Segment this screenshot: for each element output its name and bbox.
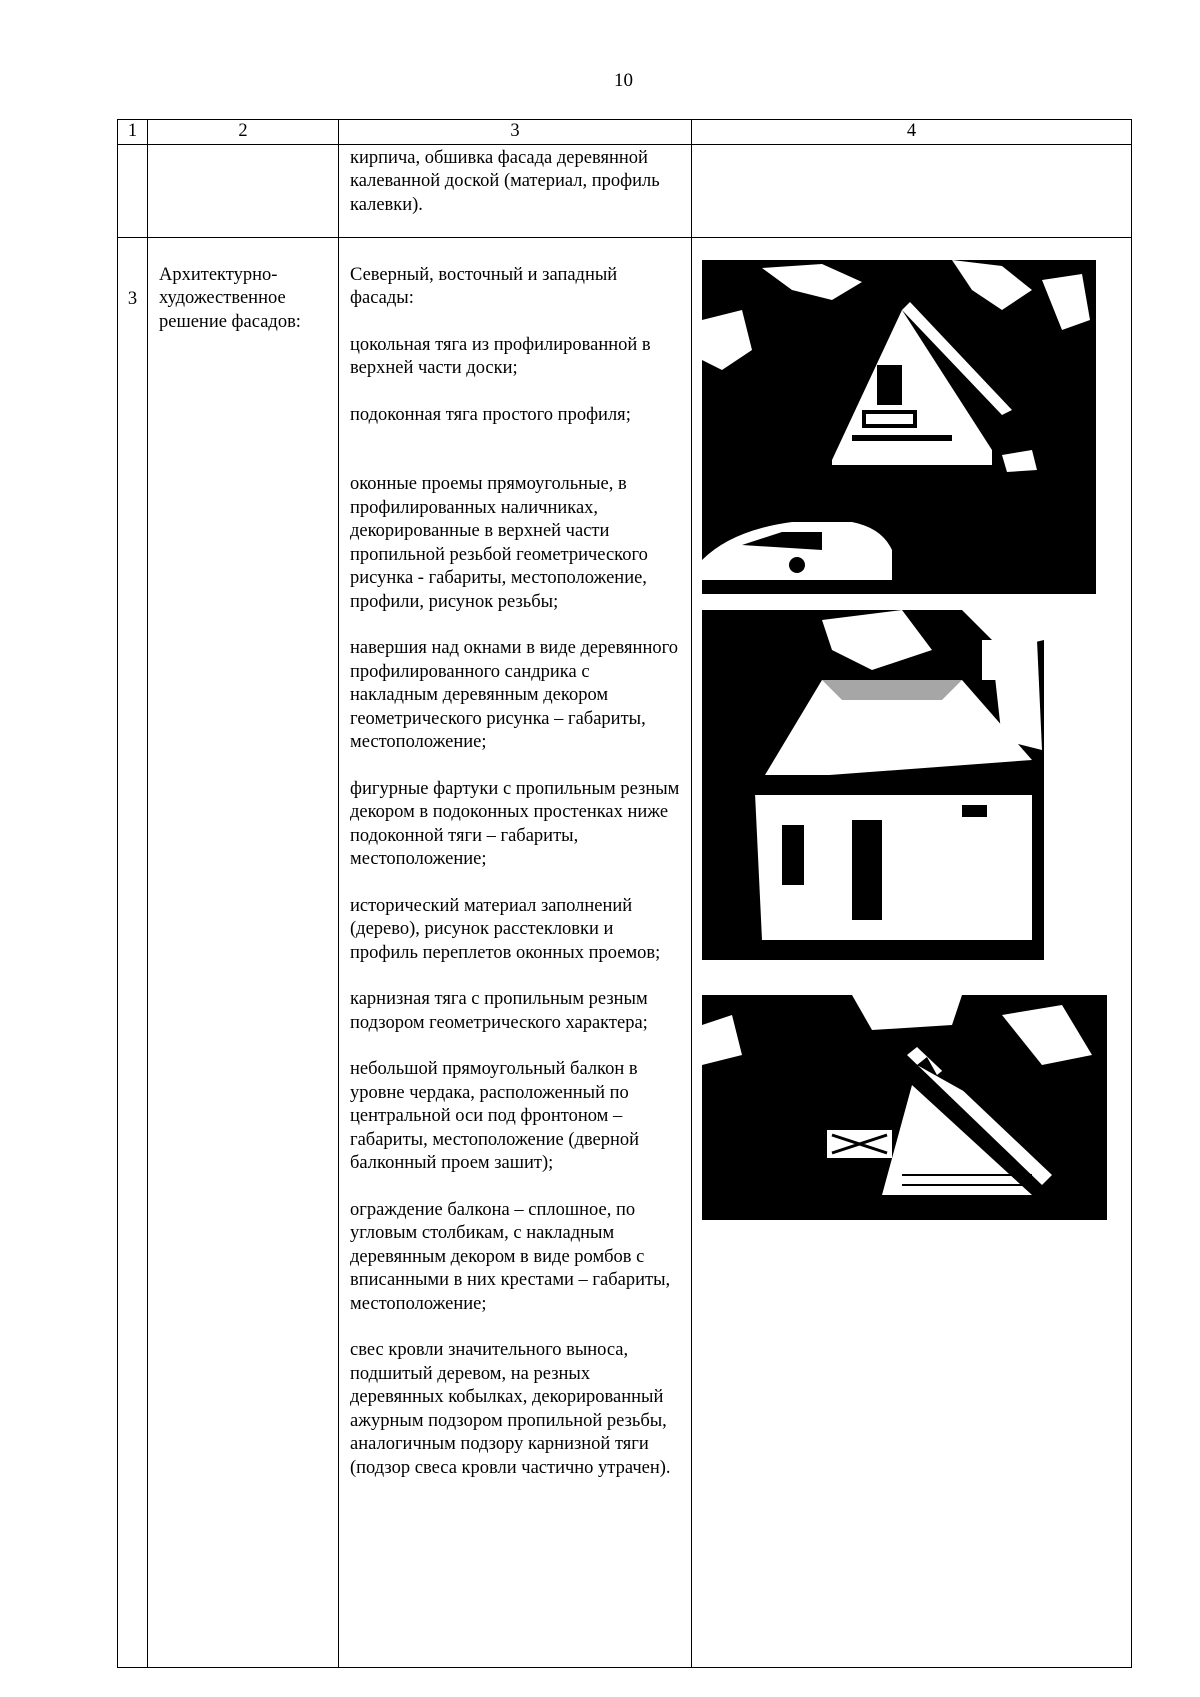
header-row bbox=[118, 120, 1132, 145]
continuation-row bbox=[118, 144, 1132, 237]
description-item: подоконная тяга простого профиля; bbox=[350, 404, 631, 425]
description-item: небольшой прямоугольный балкон в уровне чердака, расположенный по центральной оси под фронтоном – габариты, местоположение (дверной балконный проем зашит); bbox=[350, 1059, 640, 1173]
table-row-3 bbox=[118, 237, 1132, 1667]
description-item: карнизная тяга с пропильным резным подзором геометрического характера; bbox=[350, 989, 648, 1033]
header-col-4: 4 bbox=[692, 120, 1132, 145]
facade-photo-2 bbox=[702, 610, 1044, 960]
description-item: оконные проемы прямоугольные, в профилированных наличниках, декорированные в верхней части пропильной резьбой геометрического рисунка - габариты, местоположение, профили, рисунок резьбы; bbox=[350, 474, 648, 612]
gable-house-image bbox=[702, 260, 1096, 594]
continuation-cell-1 bbox=[118, 144, 148, 237]
facade-photo-1 bbox=[702, 260, 1096, 594]
page-number: 10 bbox=[614, 70, 633, 91]
description-item: фигурные фартуки с пропильным резным декором в подоконных простенках ниже подоконной тяги – габариты, местоположение; bbox=[350, 778, 680, 869]
row-description bbox=[339, 237, 692, 1667]
continuation-cell-2 bbox=[148, 144, 339, 237]
description-item: исторический материал заполнений (дерево), рисунок расстекловки и профиль переплетов оконных проемов; bbox=[350, 895, 661, 963]
continuation-cell-3 bbox=[339, 144, 692, 237]
facade-photo-3 bbox=[702, 995, 1107, 1220]
header-col-1: 1 bbox=[118, 120, 148, 145]
description-item: цокольная тяга из профилированной в верхней части доски; bbox=[350, 334, 651, 378]
description-item: ограждение балкона – сплошное, по угловым столбикам, с накладным деревянным декором в виде ромбов с вписанными в них крестами – габариты, местоположение; bbox=[350, 1199, 671, 1314]
continuation-text: кирпича, обшивка фасада деревянной калеванной доской (материал, профиль калевки). bbox=[350, 147, 660, 215]
description-item: навершия над окнами в виде деревянного профилированного сандрика с накладным деревянным декором геометрического рисунка – габариты, местоположение; bbox=[350, 638, 678, 752]
description-item: свес кровли значительного выноса, подшитый деревом, на резных деревянных кобылках, декорированный ажурным подзором пропильной резьбы, аналогичным подзору карнизной тяги (подзор свеса кровли частично утрачен). bbox=[350, 1340, 671, 1478]
carved-gable-image bbox=[702, 995, 1107, 1220]
monument-table bbox=[117, 119, 1132, 1668]
description-item: Северный, восточный и западный фасады: bbox=[350, 264, 618, 308]
corner-house-image bbox=[702, 610, 1044, 960]
continuation-cell-4 bbox=[692, 144, 1132, 237]
header-col-3: 3 bbox=[339, 120, 692, 145]
row-number: 3 bbox=[118, 237, 148, 1667]
row-subject: Архитектурно-художественное решение фасадов: bbox=[148, 237, 339, 1667]
header-col-2: 2 bbox=[148, 120, 339, 145]
photos-cell bbox=[692, 237, 1132, 1667]
